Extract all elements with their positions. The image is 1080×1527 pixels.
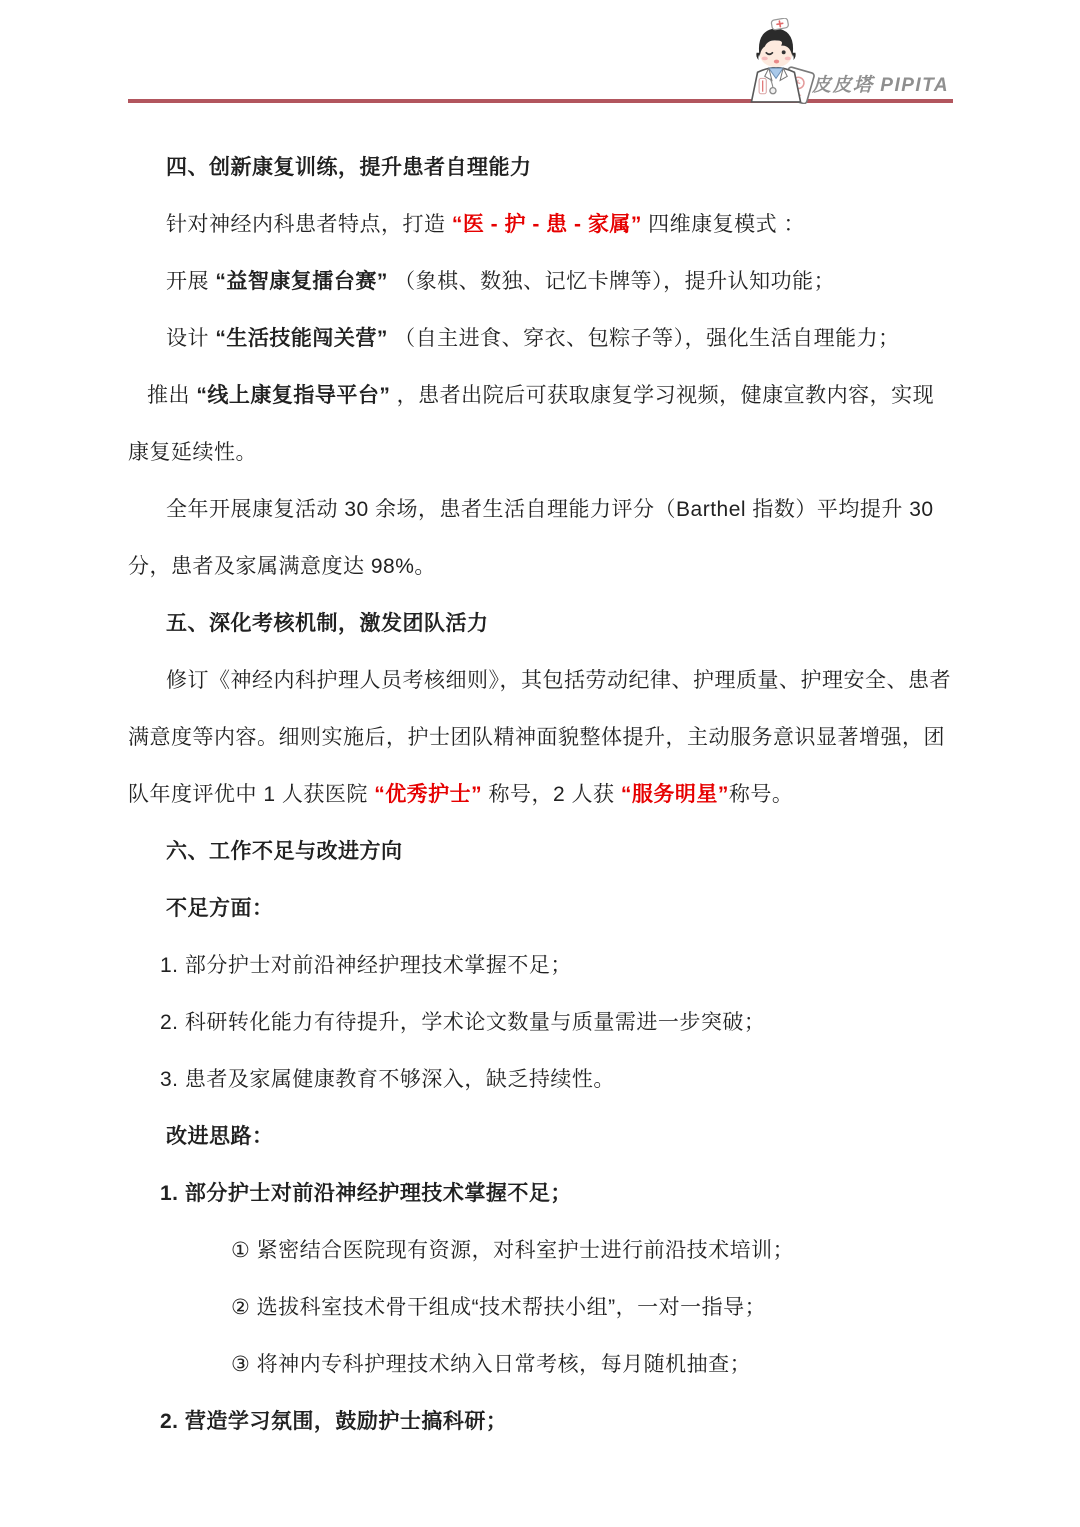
- text-run: 四维康复模式 ：: [641, 213, 806, 236]
- text-run: 五、深化考核机制，激发团队活力: [166, 612, 489, 635]
- paragraph: [128, 481, 952, 595]
- paragraph: [128, 1336, 952, 1393]
- text-run: 称号，2 人获: [482, 783, 621, 806]
- text-run: ② 选拔科室技术骨干组成“技术帮扶小组”，一对一指导；: [231, 1296, 767, 1319]
- paragraph: [128, 1393, 952, 1450]
- text-run: ，患者出院后可获取康复学习视频，健康宣教内容，实现康复延续性。: [128, 384, 935, 464]
- paragraph: [128, 1222, 952, 1279]
- paragraph: [128, 994, 952, 1051]
- text-run: 2. 科研转化能力有待提升，学术论文数量与质量需进一步突破；: [160, 1011, 766, 1034]
- text-run: 推出: [147, 384, 197, 407]
- text-run: 改进思路：: [166, 1125, 274, 1148]
- text-run: （象棋、数独、记忆卡牌等），提升认知功能；: [387, 270, 836, 293]
- text-run: “益智康复擂台赛”: [215, 270, 388, 293]
- paragraph: [128, 1279, 952, 1336]
- text-run: 六、工作不足与改进方向: [166, 840, 403, 863]
- brand-text: 皮皮塔 PIPITA: [812, 75, 950, 96]
- section-heading: [128, 595, 952, 652]
- section-heading: [128, 823, 952, 880]
- paragraph: [128, 253, 952, 310]
- highlighted-term: “服务明星”: [620, 783, 729, 806]
- header-rule: [128, 99, 953, 103]
- text-run: 称号。: [728, 783, 794, 806]
- text-run: ③ 将神内专科护理技术纳入日常考核，每月随机抽查；: [231, 1353, 752, 1376]
- paragraph: [128, 1051, 952, 1108]
- text-run: 不足方面：: [166, 897, 274, 920]
- text-run: “生活技能闯关营”: [215, 327, 388, 350]
- text-run: 1. 部分护士对前沿神经护理技术掌握不足；: [160, 1182, 572, 1205]
- highlighted-term: “优秀护士”: [374, 783, 483, 806]
- page-header: [0, 0, 1080, 107]
- paragraph: [128, 367, 952, 481]
- text-run: 1. 部分护士对前沿神经护理技术掌握不足；: [160, 954, 572, 977]
- text-run: （自主进食、穿衣、包粽子等），强化生活自理能力；: [387, 327, 900, 350]
- text-run: ① 紧密结合医院现有资源，对科室护士进行前沿技术培训；: [231, 1239, 795, 1262]
- text-run: 针对神经内科患者特点，打造: [166, 213, 452, 236]
- paragraph: [128, 937, 952, 994]
- text-run: 修订《神经内科护理人员考核细则》，其包括劳动纪律、护理质量、护理安全、患者满意度等内容。细则实施后，护士团队精神面貌整体提升，主动服务意识显著增强，团队年度评优中 1 人获医院: [128, 669, 951, 806]
- nurse-mascot-icon: [733, 18, 819, 104]
- highlighted-term: “医 - 护 - 患 - 家属”: [451, 213, 642, 236]
- paragraph: [128, 310, 952, 367]
- paragraph: [128, 652, 952, 823]
- text-run: “线上康复指导平台”: [196, 384, 391, 407]
- text-run: 四、创新康复训练，提升患者自理能力: [166, 156, 532, 179]
- section-heading: [128, 139, 952, 196]
- paragraph: [128, 1165, 952, 1222]
- paragraph: [128, 196, 952, 253]
- text-run: 3. 患者及家属健康教育不够深入，缺乏持续性。: [160, 1068, 615, 1091]
- section-heading: [128, 880, 952, 937]
- text-run: 全年开展康复活动 30 余场，患者生活自理能力评分（Barthel 指数）平均提升 30 分，患者及家属满意度达 98%。: [128, 498, 934, 578]
- text-run: 设计: [166, 327, 216, 350]
- document-body: [128, 139, 952, 1450]
- text-run: 开展: [166, 270, 216, 293]
- section-heading: [128, 1108, 952, 1165]
- text-run: 2. 营造学习氛围，鼓励护士搞科研；: [160, 1410, 508, 1433]
